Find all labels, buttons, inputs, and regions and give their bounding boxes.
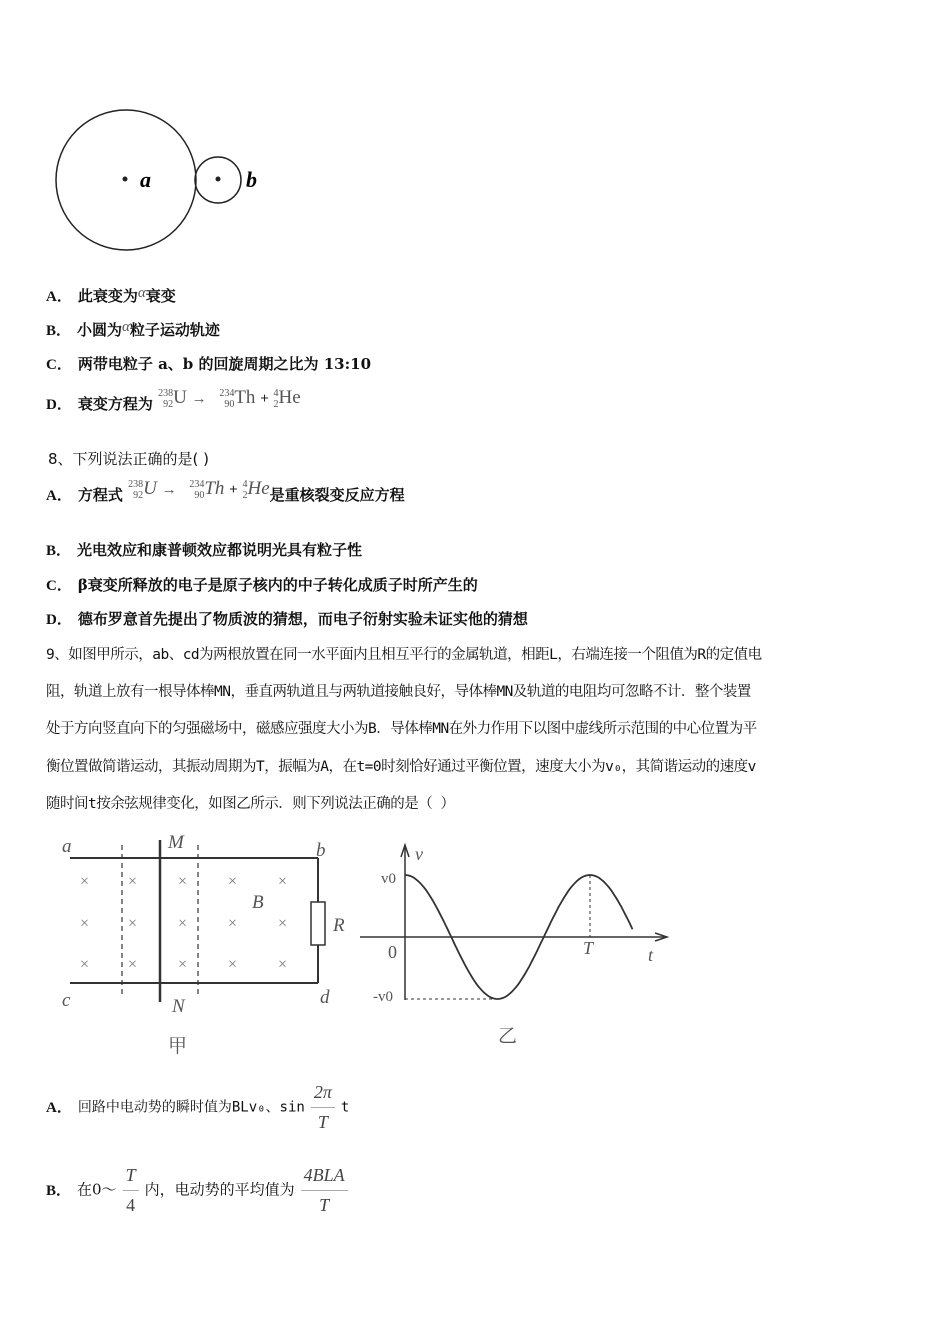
plus: + bbox=[260, 391, 269, 407]
magnetic-field-cross-icon: × bbox=[128, 956, 138, 973]
label-origin: 0 bbox=[388, 942, 397, 962]
option-text: 衰变方程为 bbox=[77, 395, 153, 413]
element-symbol: U bbox=[143, 478, 157, 499]
option-letter: C． bbox=[46, 357, 72, 373]
magnetic-field-cross-icon: × bbox=[278, 915, 288, 932]
option-letter: C． bbox=[46, 578, 72, 594]
option-text: 粒子运动轨迹 bbox=[129, 321, 220, 339]
magnetic-field-cross-icon: × bbox=[178, 873, 188, 890]
label-period-t: T bbox=[583, 938, 594, 958]
fraction-2pi-over-t bbox=[311, 1082, 335, 1133]
magnetic-field-cross-icon: × bbox=[128, 915, 138, 932]
q9-option-a bbox=[46, 1082, 349, 1133]
fraction-4bla-over-t bbox=[301, 1165, 348, 1216]
option-text: 在0～ bbox=[77, 1180, 117, 1199]
option-letter: D． bbox=[46, 612, 72, 628]
label-d: d bbox=[320, 987, 330, 1008]
mass-number: 4 bbox=[242, 478, 248, 490]
atomic-number: 90 bbox=[224, 398, 235, 410]
option-letter: D． bbox=[46, 397, 72, 413]
option-text: 光电效应和康普顿效应都说明光具有粒子性 bbox=[77, 541, 363, 559]
option-text: 德布罗意首先提出了物质波的猜想，而电子衍射实验未证实他的猜想 bbox=[77, 610, 528, 628]
label-b: b bbox=[316, 840, 326, 861]
magnetic-field-cross-icon: × bbox=[228, 956, 238, 973]
label-a: a bbox=[62, 836, 72, 857]
option-letter: B． bbox=[46, 1182, 72, 1199]
atomic-number: 90 bbox=[194, 489, 205, 501]
option-text: 方程式 bbox=[77, 486, 123, 504]
label-field-b: B bbox=[252, 892, 264, 913]
mass-number: 234 bbox=[219, 387, 235, 399]
option-text: 衰变 bbox=[145, 287, 176, 305]
label-v0: v0 bbox=[381, 871, 396, 887]
atomic-number: 2 bbox=[242, 489, 248, 501]
alpha-symbol: α bbox=[122, 319, 130, 335]
q9-stem-line: 阻，轨道上放有一根导体棒MN，垂直两轨道且与两轨道接触良好，导体棒MN及轨道的电阻均可忽略不计．整个装置 bbox=[46, 684, 751, 700]
caption-jia: 甲 bbox=[168, 1036, 188, 1057]
atomic-number: 92 bbox=[133, 489, 144, 501]
label-b: b bbox=[246, 167, 257, 192]
magnetic-field-cross-icon: × bbox=[128, 873, 138, 890]
numerator: 2π bbox=[311, 1082, 335, 1108]
mass-number: 4 bbox=[273, 387, 279, 399]
magnetic-field-cross-icon: × bbox=[80, 956, 90, 973]
magnetic-field-cross-icon: × bbox=[278, 873, 288, 890]
mass-number: 234 bbox=[189, 478, 205, 490]
q9-stem-line: 处于方向竖直向下的匀强磁场中，磁感应强度大小为B．导体棒MN在外力作用下以图中虚线所示范围的中心位置为平 bbox=[46, 721, 757, 737]
denominator: T bbox=[317, 1112, 328, 1132]
alpha-symbol: α bbox=[137, 285, 146, 301]
magnetic-field-cross-icon: × bbox=[228, 915, 238, 932]
label-n: N bbox=[172, 996, 185, 1017]
atomic-number: 92 bbox=[163, 398, 174, 410]
element-symbol: Th bbox=[234, 387, 256, 408]
option-text: t bbox=[340, 1099, 350, 1116]
q9-stem-line: 随时间t按余弦规律变化，如图乙所示．则下列说法正确的是（ ） bbox=[46, 796, 455, 812]
q9-option-b bbox=[46, 1165, 354, 1216]
option-text: 两带电粒子 a、b 的回旋周期之比为 13:10 bbox=[77, 355, 372, 373]
caption-yi: 乙 bbox=[498, 1026, 518, 1047]
option-letter: A． bbox=[46, 1099, 72, 1116]
label-neg-v0: -v0 bbox=[373, 989, 393, 1005]
numerator: 4BLA bbox=[301, 1165, 348, 1191]
magnetic-field-cross-icon: × bbox=[178, 915, 188, 932]
arrow: → bbox=[161, 482, 177, 498]
option-text: β衰变所释放的电子是原子核内的中子转化成质子时所产生的 bbox=[77, 576, 478, 594]
label-c: c bbox=[62, 990, 71, 1011]
denominator: 4 bbox=[126, 1195, 136, 1215]
option-letter: A． bbox=[46, 289, 72, 305]
magnetic-field-cross-icon: × bbox=[80, 915, 90, 932]
option-text: 此衰变为 bbox=[77, 287, 138, 305]
arrow: → bbox=[191, 391, 207, 407]
q9-stem-line: 9、如图甲所示，ab、cd为两根放置在同一水平面内且相互平行的金属轨道，相距L，右端连接一个阻值为R的定值电 bbox=[46, 647, 762, 663]
numerator: T bbox=[123, 1165, 139, 1191]
mass-number: 238 bbox=[128, 478, 144, 490]
element-symbol: U bbox=[173, 387, 187, 408]
magnetic-field-cross-icon: × bbox=[228, 873, 238, 890]
element-symbol: Th bbox=[204, 478, 225, 499]
fraction-t-over-4 bbox=[123, 1165, 139, 1216]
magnetic-field-cross-icon: × bbox=[178, 956, 188, 973]
option-text: 小圆为 bbox=[77, 321, 123, 339]
option-letter: A． bbox=[46, 488, 72, 504]
magnetic-field-cross-icon: × bbox=[278, 956, 288, 973]
label-time-t: t bbox=[648, 945, 654, 965]
element-symbol: He bbox=[278, 387, 301, 408]
q9-stem-line: 衡位置做简谐运动，其振动周期为T，振幅为A，在t=0时刻恰好通过平衡位置，速度大小为v₀，其简谐运动的速度v bbox=[46, 759, 756, 775]
element-symbol: He bbox=[247, 478, 270, 499]
option-text: 内，电动势的平均值为 bbox=[144, 1180, 295, 1199]
option-text: 是重核裂变反应方程 bbox=[269, 486, 405, 504]
option-text: 回路中电动势的瞬时值为BLv₀、sin bbox=[77, 1099, 305, 1116]
option-letter: B． bbox=[46, 543, 72, 559]
label-resistor-r: R bbox=[333, 915, 345, 936]
mass-number: 238 bbox=[158, 387, 174, 399]
option-letter: B． bbox=[46, 323, 72, 339]
magnetic-field-cross-icon: × bbox=[80, 873, 90, 890]
denominator: T bbox=[319, 1195, 330, 1215]
label-v: v bbox=[415, 844, 423, 864]
atomic-number: 2 bbox=[273, 398, 279, 410]
q8-stem: 8、下列说法正确的是( ) bbox=[48, 450, 210, 468]
plus: + bbox=[229, 482, 238, 498]
label-a: a bbox=[140, 167, 151, 192]
label-m: M bbox=[168, 832, 184, 853]
